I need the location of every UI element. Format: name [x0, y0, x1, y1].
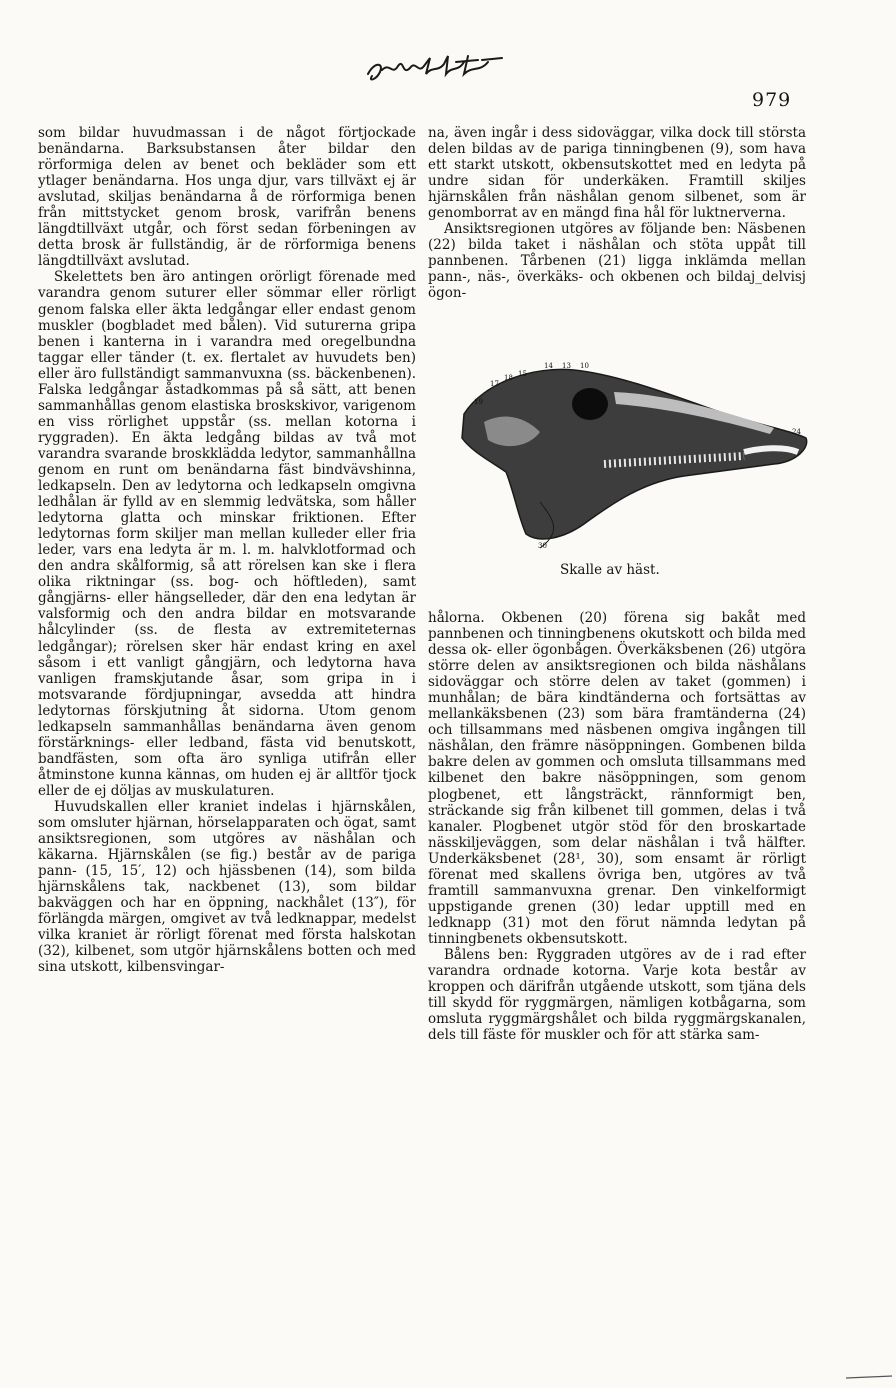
right-column-bottom	[428, 610, 806, 1043]
svg-text:15: 15	[518, 370, 527, 378]
right-column-top	[428, 125, 806, 302]
svg-text:19: 19	[474, 398, 483, 406]
paragraph: som bildar huvudmassan i de något förtjockade benändarna. Barksubstansen åter bildar den rörformiga delen av benet och bekläder som ett ytlager benändarna. Hos unga djur, vars tillväxt ej är avslutad, skiljas benändarna å de rörformiga benen från mittstycket genom brosk, varifrån benens längdtillväxt utgår, och först sedan förbeningen av detta brosk är fullständig, är de rörformiga benens längdtillväxt avslutad.	[38, 125, 416, 270]
svg-text:17: 17	[490, 380, 499, 388]
horse-skull-illustration	[444, 352, 812, 552]
handwritten-heading	[360, 52, 510, 86]
svg-text:18: 18	[504, 374, 513, 382]
figure-caption: Skalle av häst.	[560, 562, 660, 578]
svg-text:13: 13	[562, 362, 571, 370]
page-number: 979	[752, 89, 792, 111]
paragraph: Huvudskallen eller kraniet indelas i hjärnskålen, som omsluter hjärnan, hörselapparaten och ögat, samt ansiktsregionen, som utgöres av näshålan och käkarna. Hjärnskålen (se fig.) består av de pariga pann- (15, 15′, 12) och hjässbenen (14), som bilda hjärnskålens tak, nackbenet (13), som bildar bakväggen och har en öppning, nackhålet (13″), för förlängda märgen, omgivet av två ledknappar, medelst vilka kraniet är rörligt förenat med första halskotan (32), kilbenet, som utgör hjärnskålens botten och med sina utskott, kilbensvingar-	[38, 798, 416, 976]
svg-text:30: 30	[538, 542, 547, 550]
svg-text:10: 10	[580, 362, 589, 370]
paragraph: na, även ingår i dess sidoväggar, vilka dock till största delen bildas av de pariga tinningbenen (9), som hava ett starkt utskott, okbensutskottet med en ledyta på undre sidan för underkäken. Framtill skiljes hjärnskålen från näshålan genom silbenet, som är genomborrat av en mängd fina hål för luktnerverna.	[428, 125, 806, 222]
paragraph: Bålens ben: Ryggraden utgöres av de i rad efter varandra ordnade kotorna. Varje kota består av kroppen och därifrån utgående utskott, som tjäna dels till skydd för ryggmärgen, nämligen kotbågarna, som omsluta ryggmärgshålet och bilda ryggmärgskanalen, dels till fäste för muskler och för att stärka sam-	[428, 946, 806, 1044]
paragraph: Ansiktsregionen utgöres av följande ben: Näsbenen (22) bilda taket i näshålan och stöta uppåt till pannbenen. Tårbenen (21) ligga inklämda mellan pann-, näs-, överkäks- och okbenen och bildaj_delvisj ögon-	[428, 221, 806, 302]
left-column	[38, 125, 416, 975]
page-edge-mark	[846, 1374, 892, 1380]
paragraph: hålorna. Okbenen (20) förena sig bakåt med pannbenen och tinningbenens okutskott och bilda med dessa ok- eller ögonbågen. Överkäksbenen (26) utgöra större delen av ansiktsregionen och bilda näshålans sidoväggar och större delen av taket (gommen) i munhålan; de bära kindtänderna och fortsättas av mellankäksbenen (23) som bära framtänderna (24) och tillsammans med näsbenen omgiva ingången till näshålan, den främre näsöppningen. Gombenen bilda bakre delen av gommen och omsluta tillsammans med kilbenet den bakre näsöppningen, som genom plogbenet, ett långsträckt, rännformigt ben, sträckande sig från kilbenet till gommen, delas i två kanaler. Plogbenet utgör stöd för den broskartade nässkiljeväggen, som delar näshålan i två hälfter. Underkäksbenet (28¹, 30), som ensamt är rörligt förenat med skallens övriga ben, utgöres av två framtill sammanvuxna grenar. Den vinkelformigt uppstigande grenen (30) ledar upptill med en ledknapp (31) mot den förut nämnda ledytan på tinningbenets okbensutskott.	[428, 610, 806, 947]
paragraph: Skelettets ben äro antingen orörligt förenade med varandra genom suturer eller sömmar eller rörligt genom falska eller äkta ledgångar eller endast genom muskler (bogbladet med bålen). Vid suturerna gripa benen i kanterna in i varandra med oregelbundna taggar eller tänder (t. ex. flertalet av huvudets ben) eller äro fullständigt sammanvuxna (ss. bäckenbenen). Falska ledgångar åstadkommas på så sätt, att benen sammanhållas genom elastiska broskskivor, varigenom en viss rörlighet uppstår (ss. mellan kotorna i ryggraden). En äkta ledgång bildas av två mot varandra svarande broskklädda ledytor, sammanhållna genom en runt om benändarna fäst bindvävshinna, ledkapseln. Den av ledytorna och ledkapseln omgivna ledhålan är fylld av en slemmig ledvätska, som håller ledytorna glatta och minskar friktionen. Efter ledytornas form skiljer man mellan kulleder eller fria leder, vars ena ledyta är m. l. m. halvklotformad och den andra skålformig, så att rörelsen kan ske i flera olika riktningar (ss. bog- och höftleden), samt gångjärns- eller hängselleder, där den ena ledytan är valsformig och den andra bildar en motsvarande hålcylinder (ss. de flesta av extremiteternas ledgångar); rörelsen sker här endast kring en axel såsom i ett vanligt gångjärn, och ledytorna hava vanligen framskjutande åsar, som gripa in i motsvarande fördjupningar, avsedda att hindra ledytornas förskjutning åt sidorna. Utom genom ledkapseln sammanhållas benändarna även genom förstärknings- eller ledband, fästa vid benutskott, bandfästen, som ofta äro synliga utifrån eller åtminstone kunna kännas, om huden ej är alltför tjock eller de ej döljas av muskulaturen.	[38, 269, 416, 799]
svg-text:24: 24	[792, 428, 801, 436]
svg-text:14: 14	[544, 362, 553, 370]
